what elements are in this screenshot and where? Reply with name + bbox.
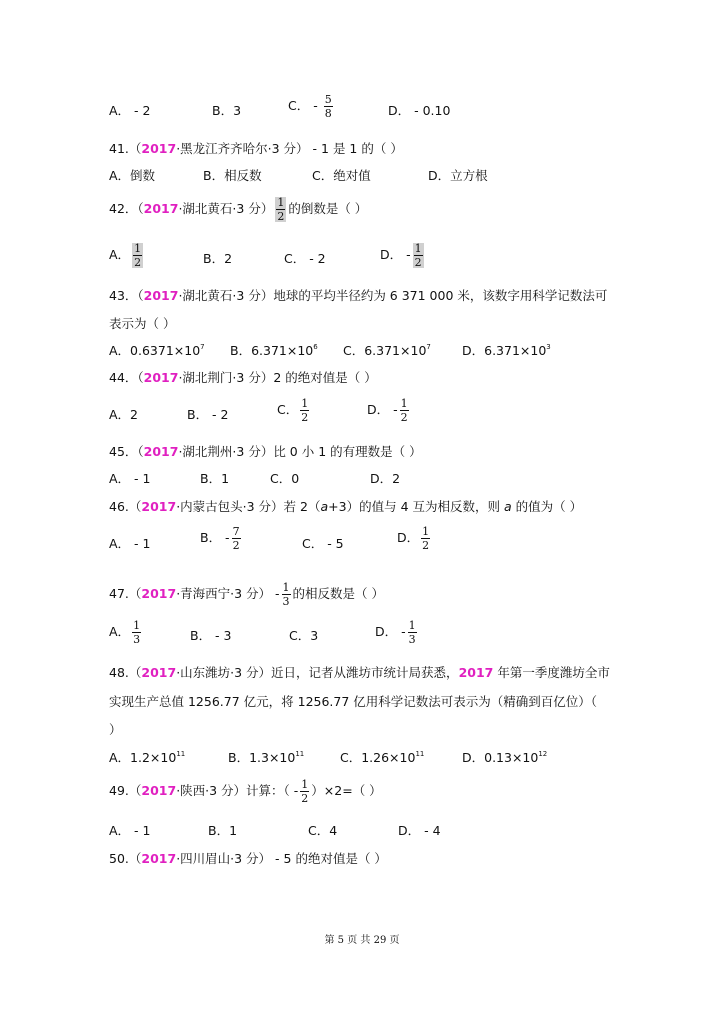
option-c: C．0: [270, 471, 300, 486]
option-d: D． - $\frac{1}{2}$: [380, 242, 422, 269]
option-b: B．相反数: [203, 168, 262, 183]
fraction: $\frac{1}{3}$: [408, 619, 416, 646]
question-49: 49.（2017·陕西·3 分）计算：（ - $\frac{1}{2}$ ）×2=（ ）: [109, 778, 382, 805]
option-a: A． - 1: [109, 823, 151, 838]
option-c: C．绝对值: [312, 168, 371, 183]
fraction: $\frac{7}{2}$: [232, 525, 240, 552]
option-b: B．3: [212, 103, 242, 118]
option-d: D．2: [370, 471, 401, 486]
option-a: A．$1.2\times 10^{11}$: [109, 750, 186, 765]
page-footer: 第 5 页 共 29 页: [324, 935, 400, 946]
question-47: 47.（2017·青海西宁·3 分） - $\frac{1}{3}$ 的相反数是（ ）: [109, 581, 385, 608]
option-b: B．2: [203, 251, 233, 266]
question-48: 48.（2017·山东潍坊·3 分）近日，记者从潍坊市统计局获悉，2017 年第一季度潍坊全市: [109, 665, 610, 680]
option-b: B．$6.371\times 10^6$: [230, 343, 318, 358]
fraction: $\frac{5}{8}$: [324, 93, 332, 120]
question-45: 45．（2017·湖北荆州·3 分）比 0 小 1 的有理数是（ ）: [109, 444, 422, 459]
option-c: C．3: [289, 628, 319, 643]
fraction: $\frac{1}{2}$: [301, 778, 309, 805]
option-a: A．倒数: [109, 168, 156, 183]
option-c: C．4: [308, 823, 338, 838]
fraction: $\frac{1}{3}$: [133, 619, 141, 646]
fraction: $\frac{1}{2}$: [301, 397, 309, 424]
option-d: D．立方根: [428, 168, 488, 183]
option-c: C．$1.26\times 10^{11}$: [340, 750, 425, 765]
fraction: $\frac{1}{2}$: [400, 397, 408, 424]
question-43: 43．（2017·湖北黄石·3 分）地球的平均半径约为 6 371 000 米，该数字用科学记数法可: [109, 288, 608, 303]
option-b: B． - 3: [190, 628, 232, 643]
option-c: C． - 2: [284, 251, 326, 266]
option-d: D．$0.13\times 10^{12}$: [462, 750, 548, 765]
fraction: $\frac{1}{2}$: [277, 196, 285, 223]
option-a: A． $\frac{1}{2}$: [109, 242, 142, 269]
option-b: B． - $\frac{7}{2}$: [200, 525, 240, 552]
option-d: D． - 4: [398, 823, 441, 838]
option-d: D． - $\frac{1}{3}$: [375, 619, 416, 646]
option-c: C． $\frac{1}{2}$: [277, 397, 309, 424]
option-a: A． - 1: [109, 536, 151, 551]
option-c: C． - $\frac{5}{8}$: [288, 93, 332, 120]
option-c: C．$6.371\times 10^7$: [343, 343, 431, 358]
fraction: $\frac{1}{3}$: [282, 581, 290, 608]
option-b: B． - 2: [187, 407, 229, 422]
question-43-continued: 表示为（ ）: [109, 316, 176, 331]
question-46: 46.（2017·内蒙古包头·3 分）若 2（a+3）的值与 4 互为相反数，则 a 的值为（ ）: [109, 499, 583, 514]
option-a: A．$0.6371\times 10^7$: [109, 343, 205, 358]
option-d: D． - $\frac{1}{2}$: [367, 397, 408, 424]
option-a: A． - 2: [109, 103, 151, 118]
option-d: D．$6.371\times 10^3$: [462, 343, 551, 358]
option-b: B．1: [200, 471, 230, 486]
option-a: A． - 1: [109, 471, 151, 486]
option-c: C． - 5: [302, 536, 344, 551]
fraction: $\frac{1}{2}$: [134, 242, 142, 269]
fraction: $\frac{1}{2}$: [414, 242, 422, 269]
question-42: 42．（2017·湖北黄石·3 分） $\frac{1}{2}$ 的倒数是（ ）: [109, 196, 368, 223]
option-b: B．1: [208, 823, 238, 838]
question-44: 44．（2017·湖北荆门·3 分）2 的绝对值是（ ）: [109, 370, 377, 385]
question-41: 41.（2017·黑龙江齐齐哈尔·3 分） - 1 是 1 的（ ）: [109, 141, 403, 156]
option-a: A．2: [109, 407, 139, 422]
question-48-continued: 实现生产总值 1256.77 亿元，将 1256.77 亿用科学记数法可表示为（精确到百亿位）（: [109, 694, 598, 709]
option-d: D． $\frac{1}{2}$: [397, 525, 430, 552]
question-48-continued-2: ）: [109, 722, 122, 737]
option-a: A． $\frac{1}{3}$: [109, 619, 141, 646]
option-d: D． - 0.10: [388, 103, 451, 118]
question-50: 50.（2017·四川眉山·3 分） - 5 的绝对值是（ ）: [109, 851, 387, 866]
fraction: $\frac{1}{2}$: [422, 525, 430, 552]
option-b: B．$1.3\times 10^{11}$: [228, 750, 305, 765]
